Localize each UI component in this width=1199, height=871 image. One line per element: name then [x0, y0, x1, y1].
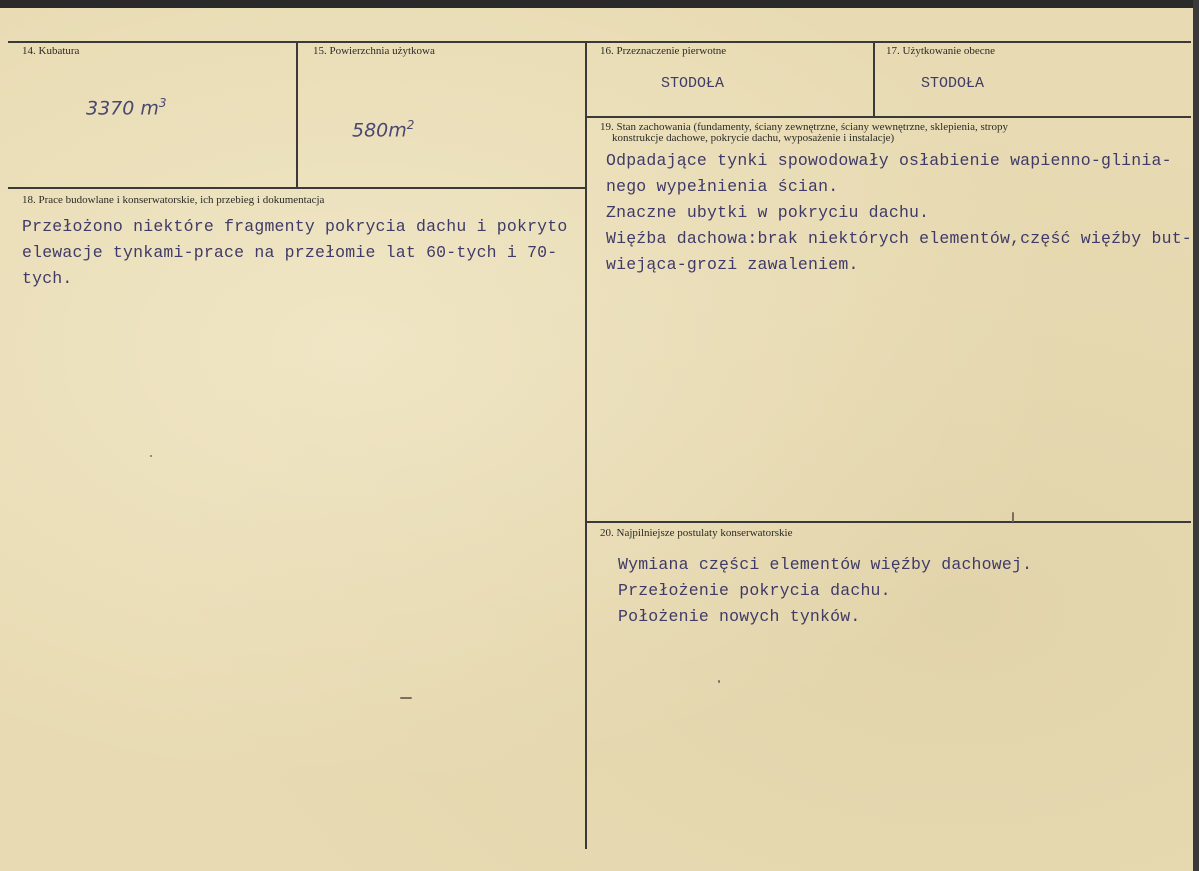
field-18-label: 18. Prace budowlane i konserwatorskie, ich przebieg i dokumentacja [22, 194, 325, 206]
field-19-label-line-2: konstrukcje dachowe, pokrycie dachu, wyposażenie i instalacje) [612, 132, 895, 144]
paper-speck [150, 455, 152, 457]
field-18-line-3: tych. [22, 269, 73, 288]
field-20-line-2: Przełożenie pokrycia dachu. [618, 581, 891, 600]
divider-14-15 [296, 41, 298, 188]
field-15-label: 15. Powierzchnia użytkowa [313, 45, 435, 57]
rule-row2-right [586, 521, 1191, 523]
kubatura-unit: m [140, 97, 159, 120]
field-19-label-line-1: 19. Stan zachowania (fundamenty, ściany zewnętrzne, ściany wewnętrzne, sklepienia, stropy [600, 121, 1008, 133]
field-14-label: 14. Kubatura [22, 45, 80, 57]
field-19-line-4: Więźba dachowa:brak niektórych elementów,część więźby but- [606, 229, 1192, 248]
paper-speck [1012, 512, 1014, 522]
field-19-line-5: wiejąca-grozi zawaleniem. [606, 255, 859, 274]
field-19-line-1: Odpadające tynki spowodowały osłabienie wapienno-glinia- [606, 151, 1172, 170]
field-20-line-3: Położenie nowych tynków. [618, 607, 861, 626]
field-19-line-2: nego wypełnienia ścian. [606, 177, 839, 196]
field-14-value [86, 96, 167, 119]
kubatura-number: 3370 [86, 97, 135, 120]
field-15-value [352, 118, 414, 141]
field-19-line-3: Znaczne ubytki w pokryciu dachu. [606, 203, 930, 222]
field-16-value: STODOŁA [661, 75, 725, 92]
field-18-line-1: Przełożono niektóre fragmenty pokrycia dachu i pokryto [22, 217, 568, 236]
field-17-value: STODOŁA [921, 75, 985, 92]
top-rule [8, 41, 1191, 43]
scan-top-edge [0, 0, 1199, 8]
divider-16-17 [873, 41, 875, 117]
kubatura-exponent: 3 [158, 96, 167, 110]
field-20-line-1: Wymiana części elementów więźby dachowej. [618, 555, 1033, 574]
area-exponent: 2 [406, 118, 415, 132]
field-16-label: 16. Przeznaczenie pierwotne [600, 45, 727, 57]
center-divider [585, 41, 587, 849]
rule-row1-right [586, 116, 1191, 118]
paper-speck [718, 680, 720, 683]
paper-speck [400, 697, 412, 699]
field-18-line-2: elewacje tynkami-prace na przełomie lat 60-tych i 70- [22, 243, 558, 262]
field-17-label: 17. Użytkowanie obecne [886, 45, 996, 57]
area-number: 580 [352, 119, 389, 142]
field-20-label: 20. Najpilniejsze postulaty konserwatorskie [600, 527, 793, 539]
scan-right-edge [1193, 0, 1199, 871]
area-unit: m [388, 119, 407, 142]
